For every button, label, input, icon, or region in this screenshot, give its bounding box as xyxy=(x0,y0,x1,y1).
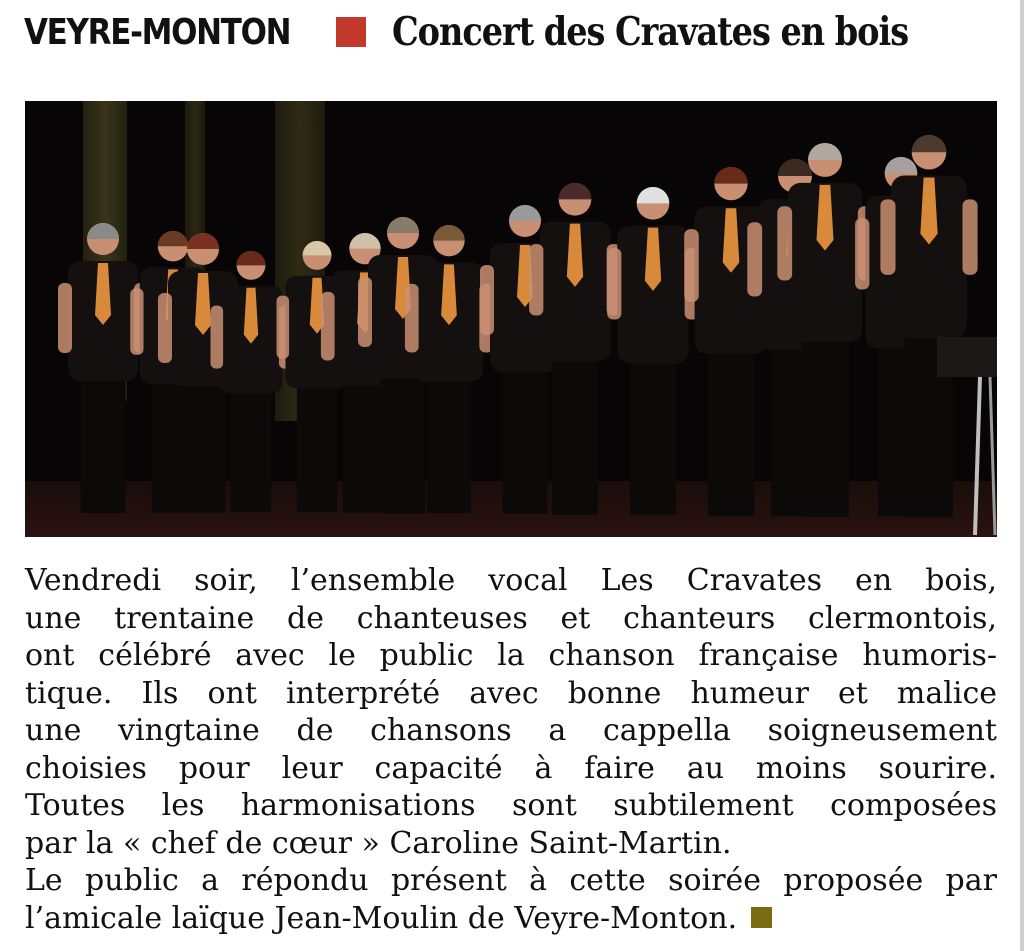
body-line-final xyxy=(25,900,997,938)
singer-arm xyxy=(358,277,372,347)
singer-arm xyxy=(130,288,143,355)
singer-legs xyxy=(343,374,387,512)
singer-arm xyxy=(58,283,72,353)
choir-photo xyxy=(25,101,997,537)
body-line: par la « chef de cœur » Caroline Saint-Martin. xyxy=(25,825,732,861)
singer-legs xyxy=(552,347,598,515)
singer-legs xyxy=(297,377,337,512)
page-edge-rule xyxy=(1020,0,1024,951)
singer-arm xyxy=(211,306,224,369)
choir-photo-illustration xyxy=(25,101,997,537)
singer-legs xyxy=(630,350,676,515)
article-body xyxy=(25,562,997,937)
singer-legs xyxy=(503,359,548,514)
singer-arm xyxy=(855,218,869,289)
body-line: Toutes les harmonisations sont subtilement composées xyxy=(25,788,997,823)
singer-legs xyxy=(801,326,848,517)
singer-legs xyxy=(708,339,755,516)
singer-arm xyxy=(880,199,895,275)
singer-legs xyxy=(231,383,271,512)
body-line-final-text: l’amicale laïque Jean-Moulin de Veyre-Monton. xyxy=(25,900,738,936)
singer-arm xyxy=(607,248,621,319)
singer-legs xyxy=(181,375,226,513)
singer-arm xyxy=(321,292,335,361)
music-stand xyxy=(937,337,997,377)
body-line: tique. Ils ont interprété avec bonne humeur et malice xyxy=(25,675,997,711)
singer-legs xyxy=(427,370,471,513)
singer-arm xyxy=(962,199,977,275)
article-title: Concert des Cravates en bois xyxy=(392,9,909,55)
singer-legs xyxy=(381,366,426,514)
body-line: Le public a répondu présent à cette soirée proposée par xyxy=(25,863,997,898)
location-kicker: VEYRE-MONTON xyxy=(24,11,291,53)
body-line: ont célébré avec le public la chanson française humoris- xyxy=(25,638,997,673)
singer-arm xyxy=(158,293,172,363)
singer-arm xyxy=(480,265,494,335)
body-line: une trentaine de chanteuses et chanteurs clermontois, xyxy=(25,600,997,636)
red-square-icon xyxy=(336,17,366,47)
body-line: Vendredi soir, l’ensemble vocal Les Cravates en bois, xyxy=(25,563,997,598)
singer-arm xyxy=(529,244,543,315)
singer-arm xyxy=(777,206,792,280)
singer-arm xyxy=(277,296,290,359)
end-of-article-square-icon xyxy=(751,907,772,928)
singer-arm xyxy=(684,229,699,302)
body-line: une vingtaine de chansons a cappella soigneusement xyxy=(25,713,997,748)
singer-arm xyxy=(405,284,419,353)
singer-legs xyxy=(81,369,126,513)
body-line: choisies pour leur capacité à faire au moins sourire. xyxy=(25,750,997,786)
headline xyxy=(24,6,1004,58)
singer-arm xyxy=(747,222,762,296)
